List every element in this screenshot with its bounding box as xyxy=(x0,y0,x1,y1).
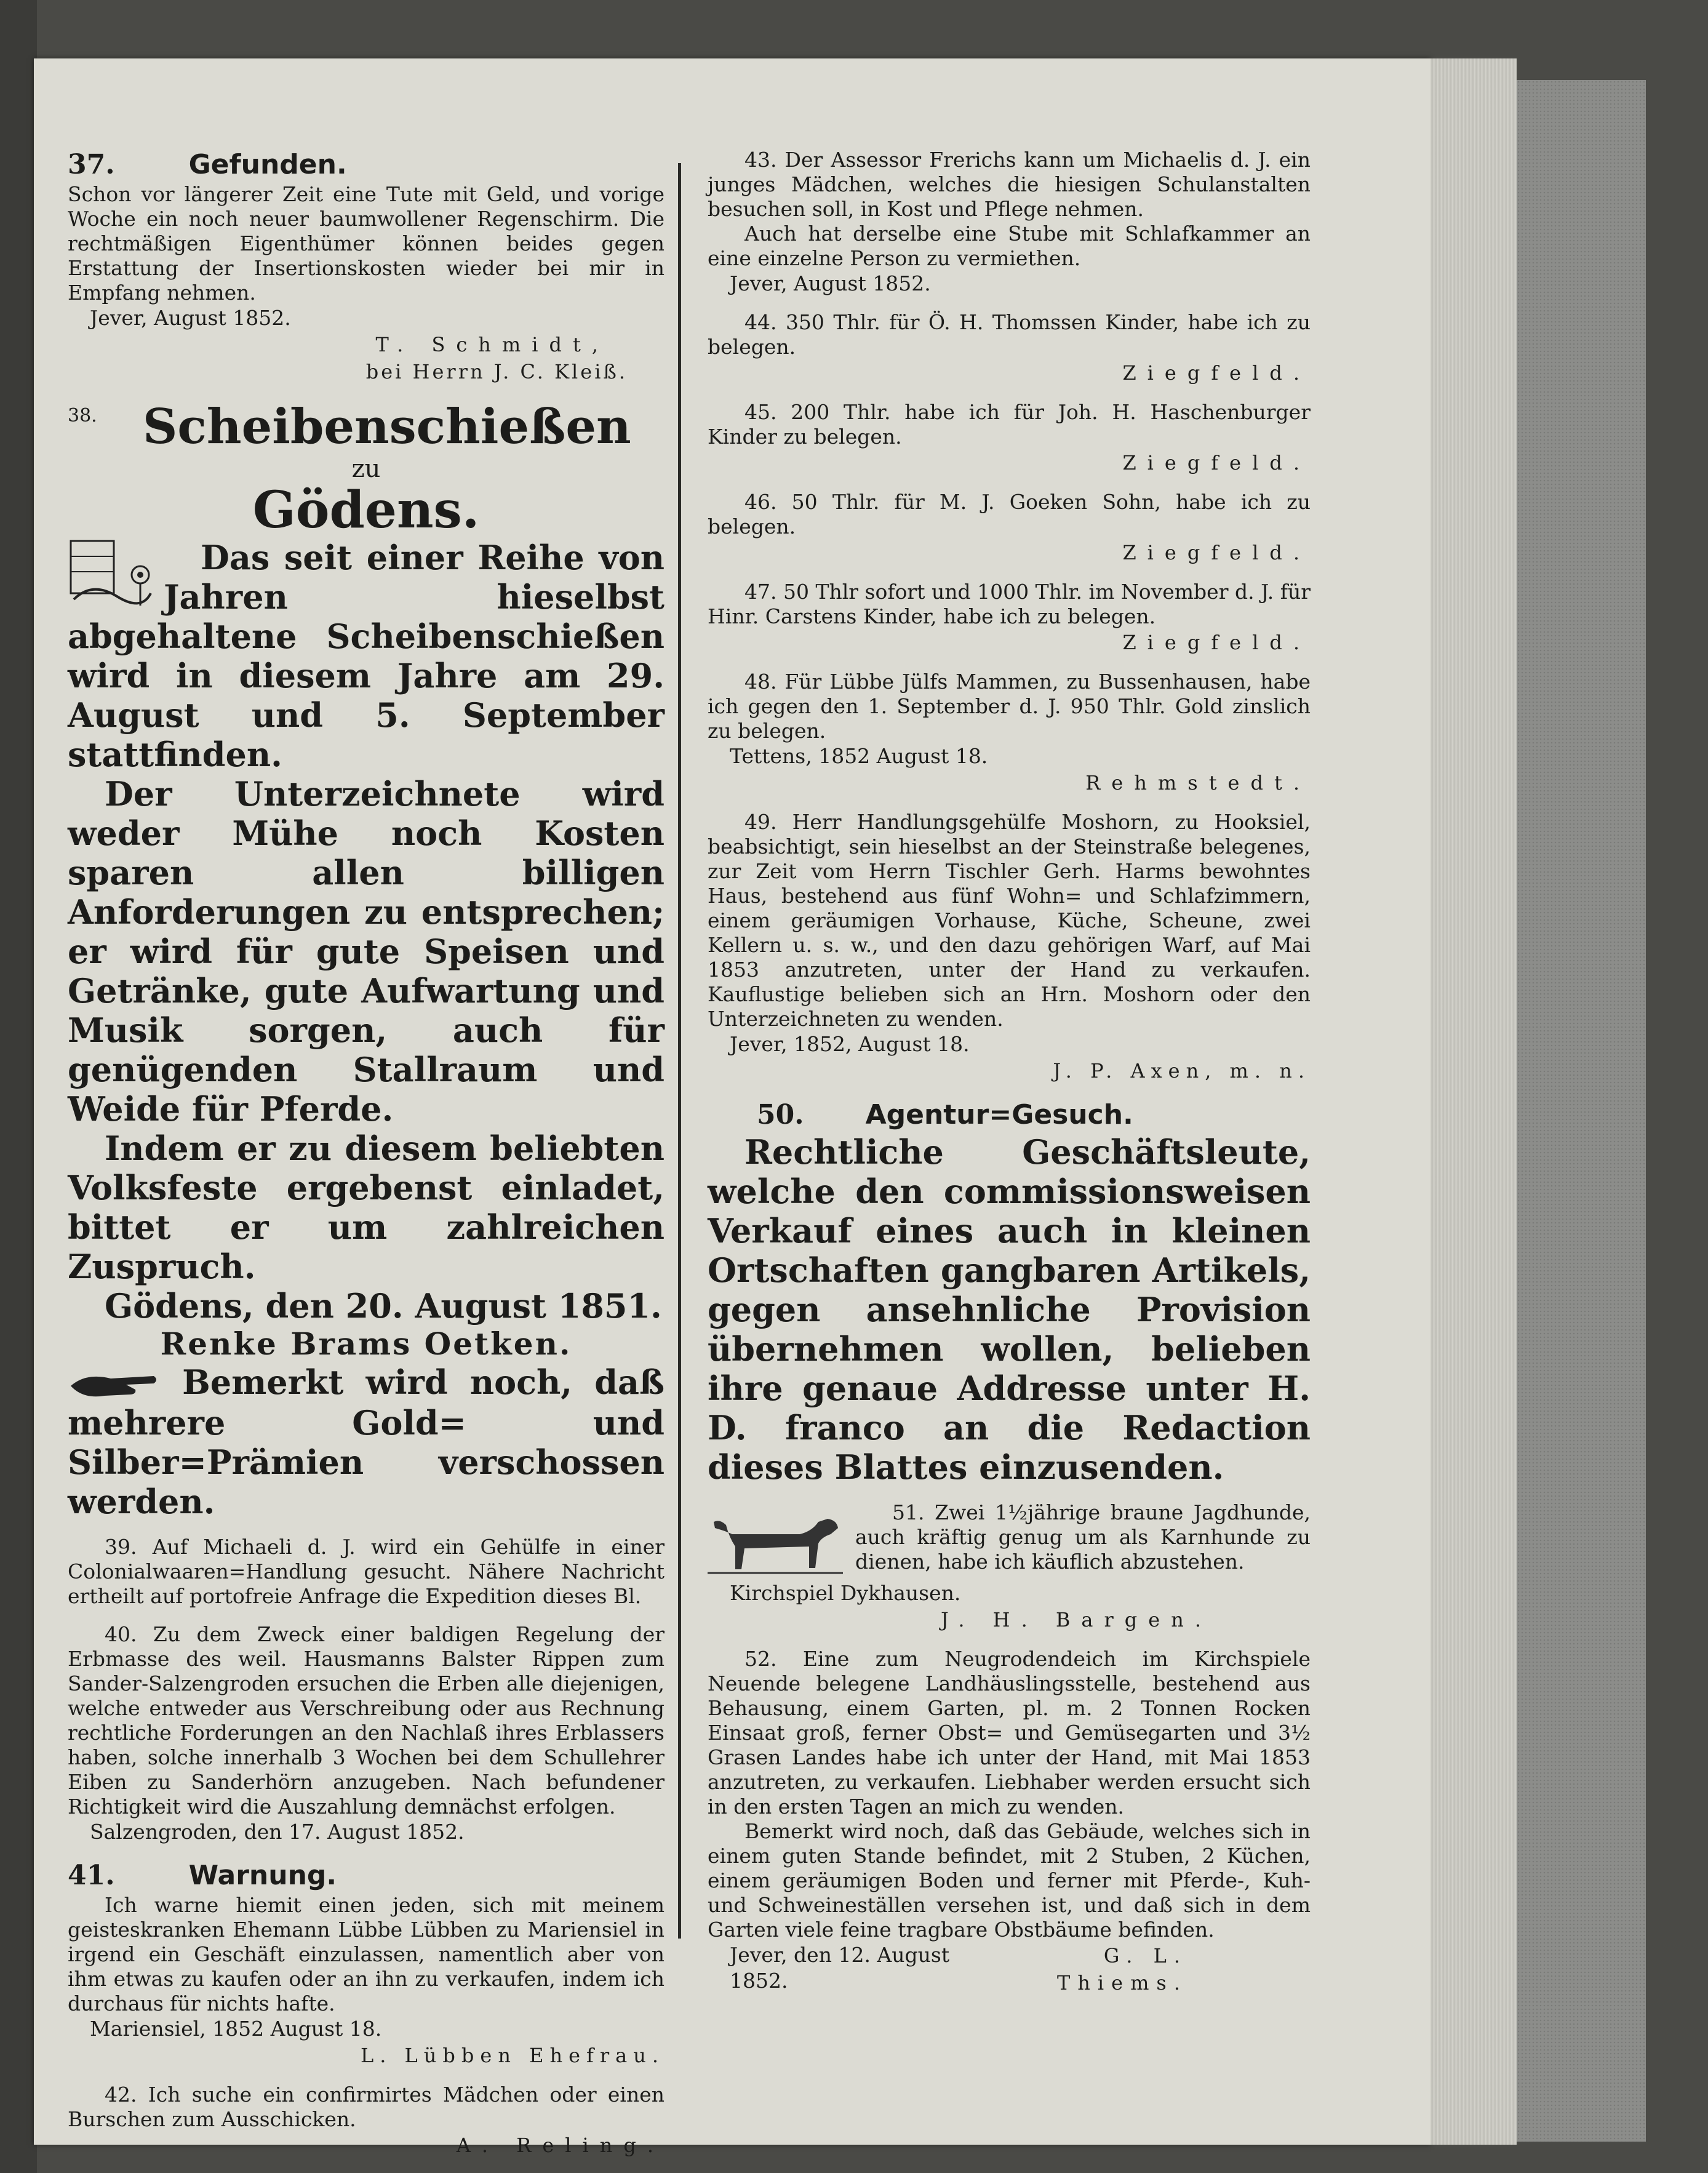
ad-body: 42. Ich suche ein confirmirtes Mädchen oder einen Burschen zum Ausschicken. xyxy=(68,2082,664,2131)
ad-footer xyxy=(708,1942,1311,1996)
ad-37-heading xyxy=(68,148,664,182)
signature: T. Schmidt, xyxy=(375,333,609,356)
ad-52 xyxy=(708,1647,1311,1996)
pointing-hand-icon xyxy=(68,1367,160,1403)
ad-49 xyxy=(708,810,1311,1084)
ad-body: 46. 50 Thlr. für M. J. Goeken Sohn, habe ich zu belegen. xyxy=(708,490,1311,538)
ad-date: Jever, 1852, August 18. xyxy=(730,1032,970,1056)
ad-body: 45. 200 Thlr. habe ich für Joh. H. Haschenburger Kinder zu belegen. xyxy=(708,400,1311,449)
signature: Ziegfeld. xyxy=(1122,631,1311,654)
ad-title: Warnung. xyxy=(188,1859,337,1891)
hunting-dog-icon xyxy=(708,1500,843,1580)
ad-subtitle-zu: zu xyxy=(351,455,381,483)
signature: L. Lübben Ehefrau. xyxy=(360,2043,664,2067)
ad-body: 49. Herr Handlungsgehülfe Moshorn, zu Hooksiel, beabsichtigt, sein hieselbst an der Steinstraße belegenes, zur Zeit vom Herrn Tischler Gerh. Harms bewohntes Haus, bestehend aus fünf Wohn= und Schlafzimmern, einem geräumigen Vorhause, Küche, Scheune, zwei Kellern u. s. w., und den dazu gehörigen Warf, auf Mai 1853 anzutreten, unter der Hand zu verkaufen. Kauflustige belieben sich an Hrn. Moshorn oder den Unterzeichneten zu wenden. xyxy=(708,810,1311,1031)
ad-41-heading xyxy=(68,1859,664,1893)
ad-48 xyxy=(708,670,1311,796)
signature: J. P. Axen, m. n. xyxy=(1053,1059,1311,1082)
ad-45 xyxy=(708,400,1311,476)
ad-paragraph-2: Der Unterzeichnete wird weder Mühe noch Kosten sparen allen billigen Anforderungen zu entsprechen; er wird für gute Speisen und Getränke, gute Aufwartung und Musik sorgen, auch für genügenden Stallraum und Weide für Pferde. xyxy=(68,774,664,1129)
ad-body: 39. Auf Michaeli d. J. wird ein Gehülfe in einer Colonialwaaren=Handlung gesucht. Nähere Nachricht ertheilt auf portofreie Anfrage die Expedition dieses Bl. xyxy=(68,1534,664,1608)
ad-number: 50. xyxy=(757,1099,804,1131)
signature: Ziegfeld. xyxy=(1122,451,1311,474)
ad-date: Jever, den 12. August 1852. xyxy=(730,1943,950,1993)
signature: A. Reling. xyxy=(456,2133,664,2157)
signature: Renke Brams Oetken. xyxy=(160,1326,572,1362)
ad-title: Agentur=Gesuch. xyxy=(865,1099,1133,1131)
left-column xyxy=(68,148,664,2172)
signature: G. L. Thiems. xyxy=(1056,1944,1187,1995)
ad-39 xyxy=(68,1535,664,1609)
ad-body-2: Auch hat derselbe eine Stube mit Schlafkammer an eine einzelne Person zu vermiethen. xyxy=(708,222,1311,270)
ad-body-2: Bemerkt wird noch, daß das Gebäude, welches sich in einem guten Stande befindet, mit 2 Stuben, 2 Küchen, einem geräumigen Boden und ferner mit Pferde-, Kuh- und Schweineställen versehen ist, und daß sich in dem Garten viele feine tragbare Obstbäume befinden. xyxy=(708,1819,1311,1942)
ad-41 xyxy=(68,1859,664,2069)
ad-number: 38. xyxy=(68,405,97,426)
ad-place: Gödens. xyxy=(252,481,480,540)
shooting-target-icon xyxy=(68,538,154,612)
signature: Ziegfeld. xyxy=(1122,541,1311,564)
ad-40 xyxy=(68,1622,664,1845)
ad-body: 40. Zu dem Zweck einer baldigen Regelung der Erbmasse des weil. Hausmanns Balster Rippen zum Sander-Salzengroden ersuchen die Erben alle diejenigen, welche entweder aus Verschreibung oder aus Rechnung rechtliche Forderungen an den Nachlaß ihres Erblassers haben, solche innerhalb 3 Wochen bei dem Schullehrer Eiben zu Sanderhörn anzugeben. Nach befundener Richtigkeit wird die Auszahlung demnächst erfolgen. xyxy=(68,1622,664,1819)
ad-body: Schon vor längerer Zeit eine Tute mit Geld, und vorige Woche ein noch neuer baumwollener Regenschirm. Die rechtmäßigen Eigenthümer können beides gegen Erstattung der Insertionskosten wieder bei mir in Empfang nehmen. xyxy=(68,182,664,305)
ad-38 xyxy=(68,399,664,1521)
ad-paragraph-1: Das seit einer Reihe von Jahren hieselbst abgehaltene Scheibenschießen wird in diesem Jahre am 29. August und 5. September stattfinden. xyxy=(68,538,664,774)
ad-date: Jever, August 1852. xyxy=(730,271,931,295)
ad-date: Gödens, den 20. August 1851. xyxy=(105,1286,662,1326)
ad-42 xyxy=(68,2083,664,2159)
signature: J. H. Bargen. xyxy=(940,1608,1212,1631)
scan-background xyxy=(0,0,37,2173)
ad-body: Ich warne hiemit einen jeden, sich mit meinem geisteskranken Ehemann Lübbe Lübben zu Mariensiel in irgend ein Geschäft einzulassen, namentlich aber von ihm etwas zu kaufen oder an ihn zu verkaufen, indem ich durchaus für nichts hafte. xyxy=(68,1892,664,2015)
column-divider xyxy=(678,163,681,1939)
ad-50 xyxy=(708,1098,1311,1487)
ad-body: 52. Eine zum Neugrodendeich im Kirchspiele Neuende belegene Landhäuslingsstelle, bestehend aus Behausung, einem Garten, pl. m. 2 Tonnen Rocken Einsaat groß, ferner Obst= und Gemüsegarten und 3½ Grasen Landes habe ich unter der Hand, mit Mai 1853 anzutreten, zu verkaufen. Liebhaber werden ersucht sich in den ersten Tagen an mich zu wenden. xyxy=(708,1647,1311,1819)
page-edges xyxy=(1431,58,1517,2145)
ad-note-text: Bemerkt wird noch, daß mehrere Gold= und Silber=Prämien verschossen werden. xyxy=(68,1363,664,1521)
book-cover xyxy=(1517,80,1646,2142)
ad-body: 47. 50 Thlr sofort und 1000 Thlr. im November d. J. für Hinr. Carstens Kinder, habe ich zu belegen. xyxy=(708,580,1311,628)
ad-body: 48. Für Lübbe Jülfs Mammen, zu Bussenhausen, habe ich gegen den 1. September d. J. 950 Thlr. Gold zinslich zu belegen. xyxy=(708,670,1311,743)
ad-date: Tettens, 1852 August 18. xyxy=(730,744,988,768)
signature: Rehmstedt. xyxy=(1085,771,1311,794)
ad-date: Jever, August 1852. xyxy=(90,306,291,330)
ad-title: Gefunden. xyxy=(188,149,347,180)
ad-date: Mariensiel, 1852 August 18. xyxy=(90,2016,382,2041)
ad-number: 41. xyxy=(68,1859,115,1891)
ad-43 xyxy=(708,148,1311,297)
ad-37 xyxy=(68,148,664,385)
ad-date: Salzengroden, den 17. August 1852. xyxy=(90,1819,465,1844)
ad-paragraph-3: Indem er zu diesem beliebten Volksfeste ergebenst einladet, bittet er um zahlreichen Zuspruch. xyxy=(68,1129,664,1286)
ad-44 xyxy=(708,310,1311,386)
ad-51 xyxy=(708,1500,1311,1633)
ad-title: Scheibenschießen xyxy=(143,399,631,455)
ad-number: 37. xyxy=(68,149,115,180)
ad-body: Rechtliche Geschäftsleute, welche den commissionsweisen Verkauf eines auch in kleinen Ortschaften gangbaren Artikels, gegen ansehnliche Provision übernehmen wollen, belieben ihre genaue Addresse unter H. D. franco an die Redaction dieses Blattes einzusenden. xyxy=(708,1132,1311,1487)
ad-note xyxy=(68,1363,664,1521)
ad-body: 43. Der Assessor Frerichs kann um Michaelis d. J. ein junges Mädchen, welches die hiesigen Schulanstalten besuchen soll, in Kost und Pflege nehmen. xyxy=(708,148,1311,221)
ad-46 xyxy=(708,490,1311,566)
ad-47 xyxy=(708,580,1311,656)
ad-body: 51. Zwei 1½jährige braune Jagdhunde, auch kräftig genug um als Karnhunde zu dienen, habe ich käuflich abzustehen. xyxy=(855,1500,1311,1574)
ad-50-heading xyxy=(708,1098,1311,1132)
signature-address: bei Herrn J. C. Kleiß. xyxy=(365,360,628,383)
right-column xyxy=(708,148,1311,2010)
signature: Ziegfeld. xyxy=(1122,361,1311,385)
ad-body: 44. 350 Thlr. für Ö. H. Thomssen Kinder, habe ich zu belegen. xyxy=(708,310,1311,359)
ad-date: Kirchspiel Dykhausen. xyxy=(730,1581,961,1605)
